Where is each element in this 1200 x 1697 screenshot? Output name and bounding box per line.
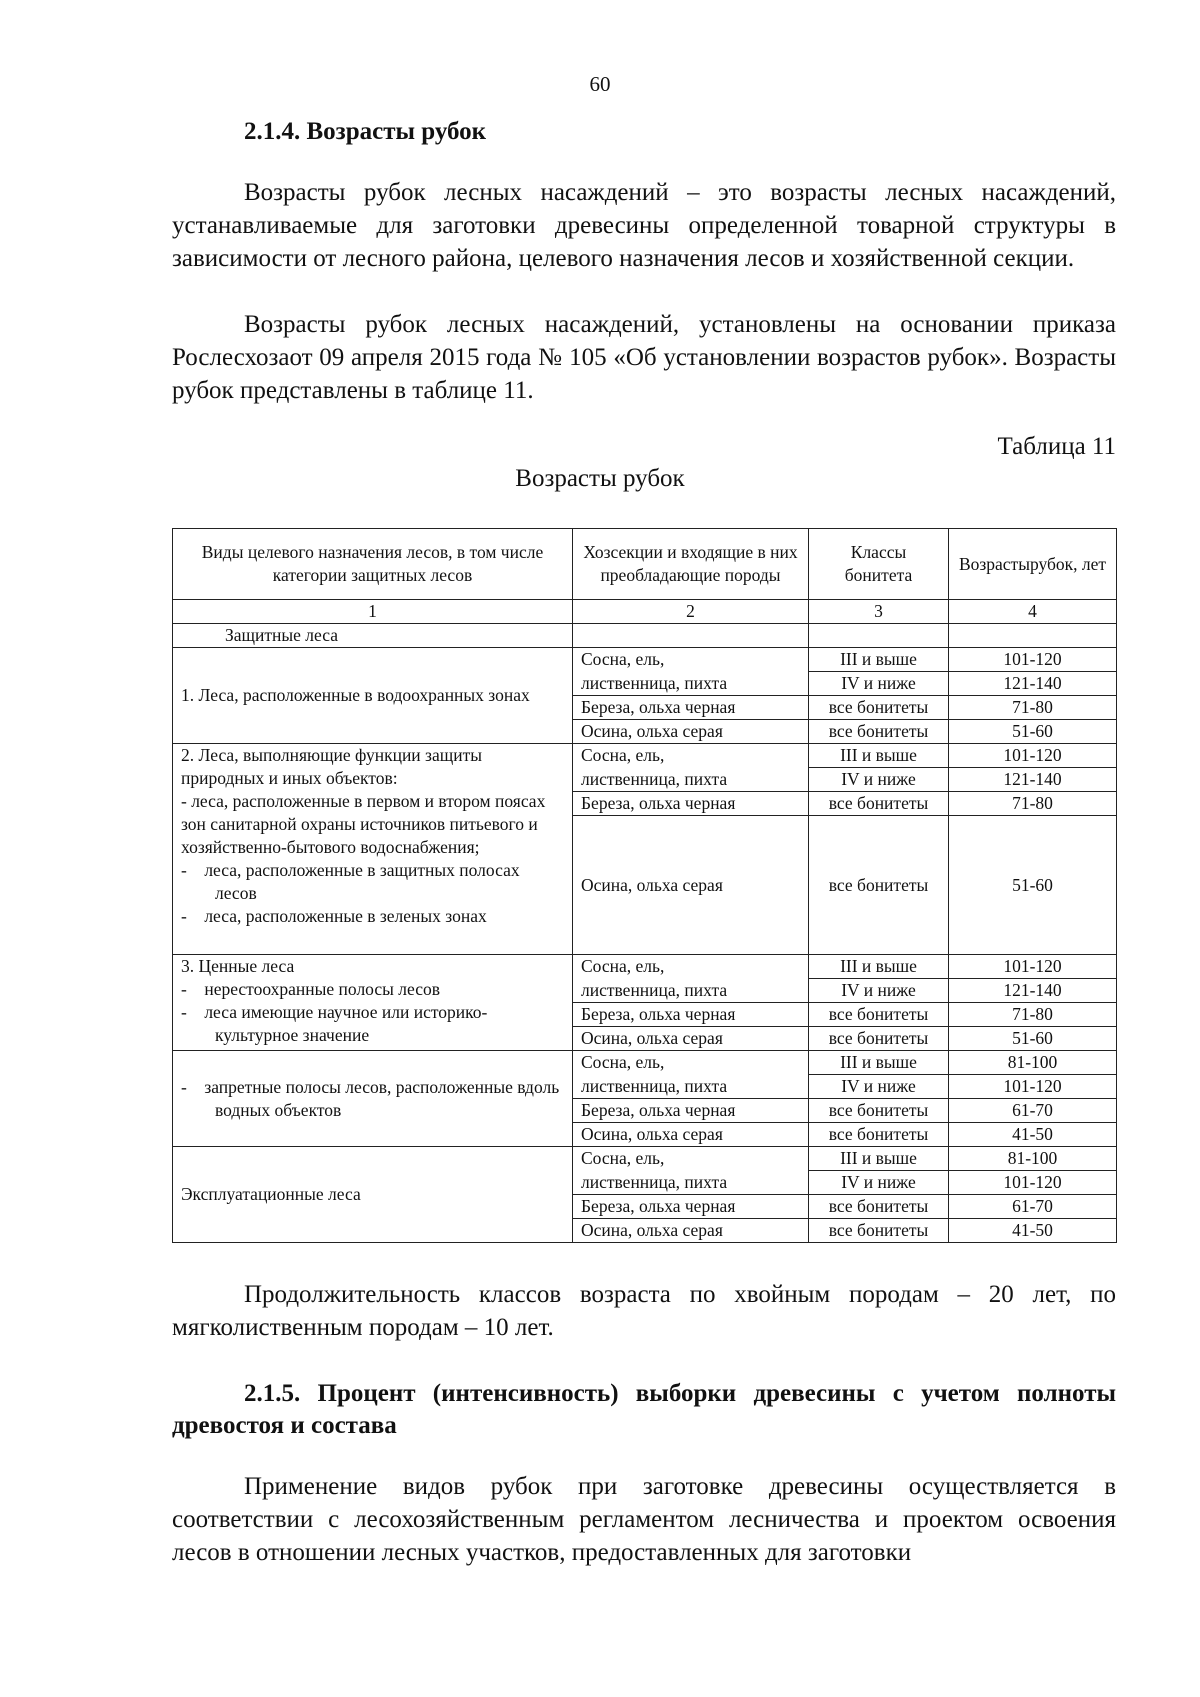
header-purpose: Виды целевого назначения лесов, в том числе категории защитных лесов bbox=[173, 529, 573, 600]
purpose-cell bbox=[173, 744, 573, 955]
species-cell: лиственница, пихта bbox=[573, 1075, 809, 1099]
purpose-line: 2. Леса, выполняющие функции защиты природных и иных объектов: bbox=[181, 745, 482, 788]
table-body bbox=[173, 624, 1117, 1243]
species-cell: Береза, ольха черная bbox=[573, 1195, 809, 1219]
empty-cell bbox=[573, 624, 809, 648]
bonitet-cell: III и выше bbox=[809, 1147, 949, 1171]
bonitet-cell: все бонитеты bbox=[809, 1099, 949, 1123]
page-number: 60 bbox=[589, 72, 611, 96]
col-number: 3 bbox=[809, 600, 949, 624]
purpose-line: 3. Ценные леса bbox=[181, 956, 295, 976]
cutting-age-table bbox=[172, 528, 1117, 1243]
paragraph-age-class-duration: Продолжительность классов возраста по хвойным породам – 20 лет, по мягколиственным породам – 10 лет. bbox=[172, 1281, 1116, 1341]
empty-cell bbox=[809, 624, 949, 648]
age-cell: 81-100 bbox=[949, 1051, 1117, 1075]
purpose-cell bbox=[173, 1147, 573, 1243]
category-protective: Защитные леса bbox=[173, 624, 573, 648]
table-row bbox=[173, 744, 1117, 768]
purpose-label: 1. Леса, расположенные в водоохранных зонах bbox=[181, 685, 530, 705]
bonitet-cell: III и выше bbox=[809, 648, 949, 672]
purpose-line: - нерестоохранные полосы лесов bbox=[181, 979, 440, 999]
species-cell: Береза, ольха черная bbox=[573, 1003, 809, 1027]
age-cell: 71-80 bbox=[949, 696, 1117, 720]
age-cell: 101-120 bbox=[949, 955, 1117, 979]
table-row bbox=[173, 1147, 1117, 1171]
age-cell: 101-120 bbox=[949, 1171, 1117, 1195]
species-cell: Сосна, ель, bbox=[573, 648, 809, 672]
age-cell: 101-120 bbox=[949, 1075, 1117, 1099]
age-cell: 121-140 bbox=[949, 672, 1117, 696]
bonitet-cell: все бонитеты bbox=[809, 816, 949, 955]
bonitet-cell: IV и ниже bbox=[809, 979, 949, 1003]
purpose-line: - леса, расположенные в защитных полосах лесов bbox=[181, 860, 520, 903]
bonitet-cell: все бонитеты bbox=[809, 792, 949, 816]
bonitet-cell: все бонитеты bbox=[809, 720, 949, 744]
table-title: Возрасты рубок bbox=[515, 465, 685, 492]
age-cell: 101-120 bbox=[949, 744, 1117, 768]
species-cell: лиственница, пихта bbox=[573, 1171, 809, 1195]
table-label: Таблица 11 bbox=[997, 433, 1116, 460]
species-cell: Осина, ольха серая bbox=[573, 1123, 809, 1147]
header-bonitet: Классы бонитета bbox=[809, 529, 949, 600]
bonitet-cell: IV и ниже bbox=[809, 768, 949, 792]
age-cell: 41-50 bbox=[949, 1123, 1117, 1147]
bonitet-cell: III и выше bbox=[809, 1051, 949, 1075]
species-cell: Осина, ольха серая bbox=[573, 816, 809, 955]
age-cell: 51-60 bbox=[949, 720, 1117, 744]
species-cell: Сосна, ель, bbox=[573, 744, 809, 768]
col-number: 1 bbox=[173, 600, 573, 624]
purpose-cell bbox=[173, 648, 573, 744]
species-cell: лиственница, пихта bbox=[573, 979, 809, 1003]
section-heading-2-1-4: 2.1.4. Возрасты рубок bbox=[244, 118, 487, 145]
paragraph-felling-application: Применение видов рубок при заготовке древесины осуществляется в соответствии с лесохозяйственным регламентом лесничества и проектом освоения лесов в отношении лесных участков, предоставленных для заготовки bbox=[172, 1473, 1116, 1566]
purpose-cell bbox=[173, 1051, 573, 1147]
species-cell: Береза, ольха черная bbox=[573, 792, 809, 816]
age-cell: 121-140 bbox=[949, 979, 1117, 1003]
species-cell: Береза, ольха черная bbox=[573, 696, 809, 720]
purpose-cell bbox=[173, 955, 573, 1051]
section-heading-2-1-5: 2.1.5. Процент (интенсивность) выборки древесины с учетом полноты древостоя и состава bbox=[172, 1380, 1116, 1439]
species-cell: лиственница, пихта bbox=[573, 768, 809, 792]
bonitet-cell: IV и ниже bbox=[809, 1075, 949, 1099]
age-cell: 71-80 bbox=[949, 792, 1117, 816]
bonitet-cell: все бонитеты bbox=[809, 696, 949, 720]
bonitet-cell: все бонитеты bbox=[809, 1195, 949, 1219]
species-cell: Осина, ольха серая bbox=[573, 1219, 809, 1243]
species-cell: Осина, ольха серая bbox=[573, 720, 809, 744]
header-age: Возрастырубок, лет bbox=[949, 529, 1117, 600]
purpose-line: - леса, расположенные в зеленых зонах bbox=[181, 906, 487, 926]
paragraph-definition: Возрасты рубок лесных насаждений – это возрасты лесных насаждений, устанавливаемые для заготовки древесины определенной товарной структуры в зависимости от лесного района, целевого назначения лесов и хозяйственной секции. bbox=[172, 179, 1116, 272]
bonitet-cell: IV и ниже bbox=[809, 672, 949, 696]
age-cell: 101-120 bbox=[949, 648, 1117, 672]
age-cell: 121-140 bbox=[949, 768, 1117, 792]
empty-cell bbox=[949, 624, 1117, 648]
species-cell: лиственница, пихта bbox=[573, 672, 809, 696]
species-cell: Сосна, ель, bbox=[573, 955, 809, 979]
species-cell: Сосна, ель, bbox=[573, 1051, 809, 1075]
col-number: 2 bbox=[573, 600, 809, 624]
header-sections: Хозсекции и входящие в них преобладающие породы bbox=[573, 529, 809, 600]
purpose-label: Эксплуатационные леса bbox=[181, 1184, 361, 1204]
table-row bbox=[173, 955, 1117, 979]
purpose-line: - леса имеющие научное или историко-культурное значение bbox=[181, 1002, 488, 1045]
paragraph-order-reference: Возрасты рубок лесных насаждений, установлены на основании приказа Рослесхозаот 09 апреля 2015 года № 105 «Об установлении возрастов рубок». Возрасты рубок представлены в таблице 11. bbox=[172, 311, 1116, 404]
bonitet-cell: все бонитеты bbox=[809, 1219, 949, 1243]
purpose-line: - запретные полосы лесов, расположенные вдоль водных объектов bbox=[181, 1076, 560, 1120]
age-cell: 81-100 bbox=[949, 1147, 1117, 1171]
purpose-line: - леса, расположенные в первом и втором поясах зон санитарной охраны источников питьевого и хозяйственно-бытового водоснабжения; bbox=[181, 791, 546, 857]
bonitet-cell: IV и ниже bbox=[809, 1171, 949, 1195]
col-number: 4 bbox=[949, 600, 1117, 624]
bonitet-cell: III и выше bbox=[809, 744, 949, 768]
age-cell: 61-70 bbox=[949, 1099, 1117, 1123]
bonitet-cell: все бонитеты bbox=[809, 1003, 949, 1027]
age-cell: 71-80 bbox=[949, 1003, 1117, 1027]
age-cell: 51-60 bbox=[949, 1027, 1117, 1051]
bonitet-cell: III и выше bbox=[809, 955, 949, 979]
bonitet-cell: все бонитеты bbox=[809, 1123, 949, 1147]
table-row bbox=[173, 648, 1117, 672]
age-cell: 61-70 bbox=[949, 1195, 1117, 1219]
species-cell: Сосна, ель, bbox=[573, 1147, 809, 1171]
bonitet-cell: все бонитеты bbox=[809, 1027, 949, 1051]
age-cell: 51-60 bbox=[949, 816, 1117, 955]
table-row bbox=[173, 1051, 1117, 1075]
age-cell: 41-50 bbox=[949, 1219, 1117, 1243]
species-cell: Береза, ольха черная bbox=[573, 1099, 809, 1123]
species-cell: Осина, ольха серая bbox=[573, 1027, 809, 1051]
